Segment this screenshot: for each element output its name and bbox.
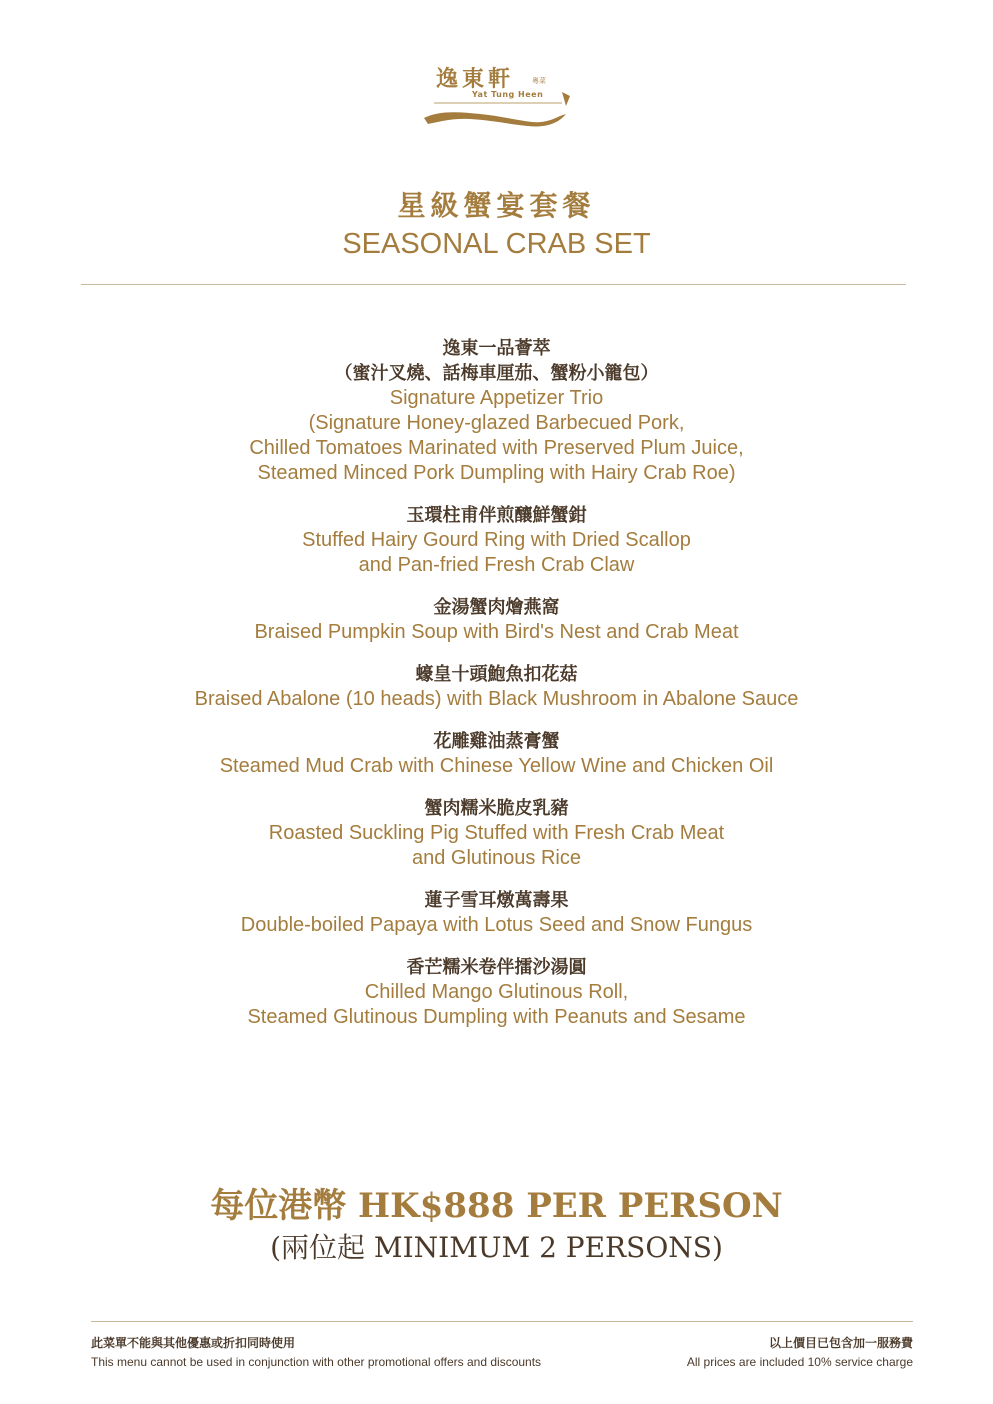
logo-name-en: Yat Tung Heen — [472, 90, 544, 99]
bottom-divider — [91, 1321, 913, 1322]
course-name-cn: 蓮子雪耳燉萬壽果 — [424, 890, 569, 911]
course-name-en: Double-boiled Papaya with Lotus Seed and Snow Fungus — [240, 914, 753, 936]
menu-title-en: SEASONAL CRAB SET — [342, 228, 651, 260]
course-name-en: Braised Pumpkin Soup with Bird's Nest and Crab Meat — [254, 621, 739, 643]
minimum-persons: (兩位起 MINIMUM 2 PERSONS) — [270, 1231, 723, 1264]
course-name-cn: （蜜汁叉燒、話梅車厘茄、蟹粉小籠包） — [334, 363, 659, 384]
price-per-person: 每位港幣 HK$888 PER PERSON — [210, 1186, 783, 1226]
course-list — [60, 336, 933, 1047]
course-name-en: and Pan-fried Fresh Crab Claw — [358, 554, 635, 576]
course-name-en: (Signature Honey-glazed Barbecued Pork, — [308, 412, 685, 434]
course-item — [60, 729, 933, 779]
course-name-cn: 金湯蟹肉燴燕窩 — [433, 597, 560, 618]
course-name-cn: 逸東一品薈萃 — [442, 338, 551, 359]
course-name-cn: 玉環柱甫伴煎釀鮮蟹鉗 — [406, 505, 587, 526]
course-item — [60, 955, 933, 1030]
course-name-cn: 香芒糯米卷伴擂沙湯圓 — [406, 957, 587, 978]
footer-terms-cn: 此菜單不能與其他優惠或折扣同時使用 — [91, 1336, 296, 1350]
brush-stroke-icon — [420, 84, 580, 130]
footer-service-charge-en: All prices are included 10% service charge — [686, 1355, 913, 1369]
course-item — [60, 796, 933, 871]
menu-title-cn: 星級蟹宴套餐 — [397, 189, 596, 222]
footer-terms-en: This menu cannot be used in conjunction with other promotional offers and discounts — [91, 1355, 542, 1369]
restaurant-logo — [420, 60, 580, 130]
course-item — [60, 336, 933, 486]
course-name-cn: 蠔皇十頭鮑魚扣花菇 — [415, 664, 578, 685]
course-name-en: Chilled Mango Glutinous Roll, — [364, 981, 629, 1003]
course-item — [60, 503, 933, 578]
logo-name-cn: 逸東軒 — [436, 66, 515, 92]
course-name-en: and Glutinous Rice — [412, 847, 581, 869]
course-name-en: Chilled Tomatoes Marinated with Preserved Plum Juice, — [249, 437, 744, 459]
course-name-cn: 蟹肉糯米脆皮乳豬 — [424, 798, 569, 819]
course-name-cn: 花雕雞油蒸膏蟹 — [433, 731, 560, 752]
course-name-en: Stuffed Hairy Gourd Ring with Dried Scallop — [302, 529, 691, 551]
top-divider — [81, 284, 906, 285]
course-name-en: Braised Abalone (10 heads) with Black Mushroom in Abalone Sauce — [194, 688, 799, 710]
footer-service-charge-cn: 以上價目已包含加一服務費 — [768, 1336, 913, 1350]
course-item — [60, 888, 933, 938]
course-name-en: Signature Appetizer Trio — [389, 387, 604, 409]
logo-cuisine-cn: 粵菜 — [532, 77, 546, 85]
course-name-en: Steamed Glutinous Dumpling with Peanuts and Sesame — [247, 1006, 746, 1028]
course-name-en: Steamed Mud Crab with Chinese Yellow Wine and Chicken Oil — [219, 755, 774, 777]
course-item — [60, 662, 933, 712]
course-item — [60, 595, 933, 645]
course-name-en: Steamed Minced Pork Dumpling with Hairy Crab Roe) — [257, 462, 736, 484]
course-name-en: Roasted Suckling Pig Stuffed with Fresh Crab Meat — [268, 822, 725, 844]
